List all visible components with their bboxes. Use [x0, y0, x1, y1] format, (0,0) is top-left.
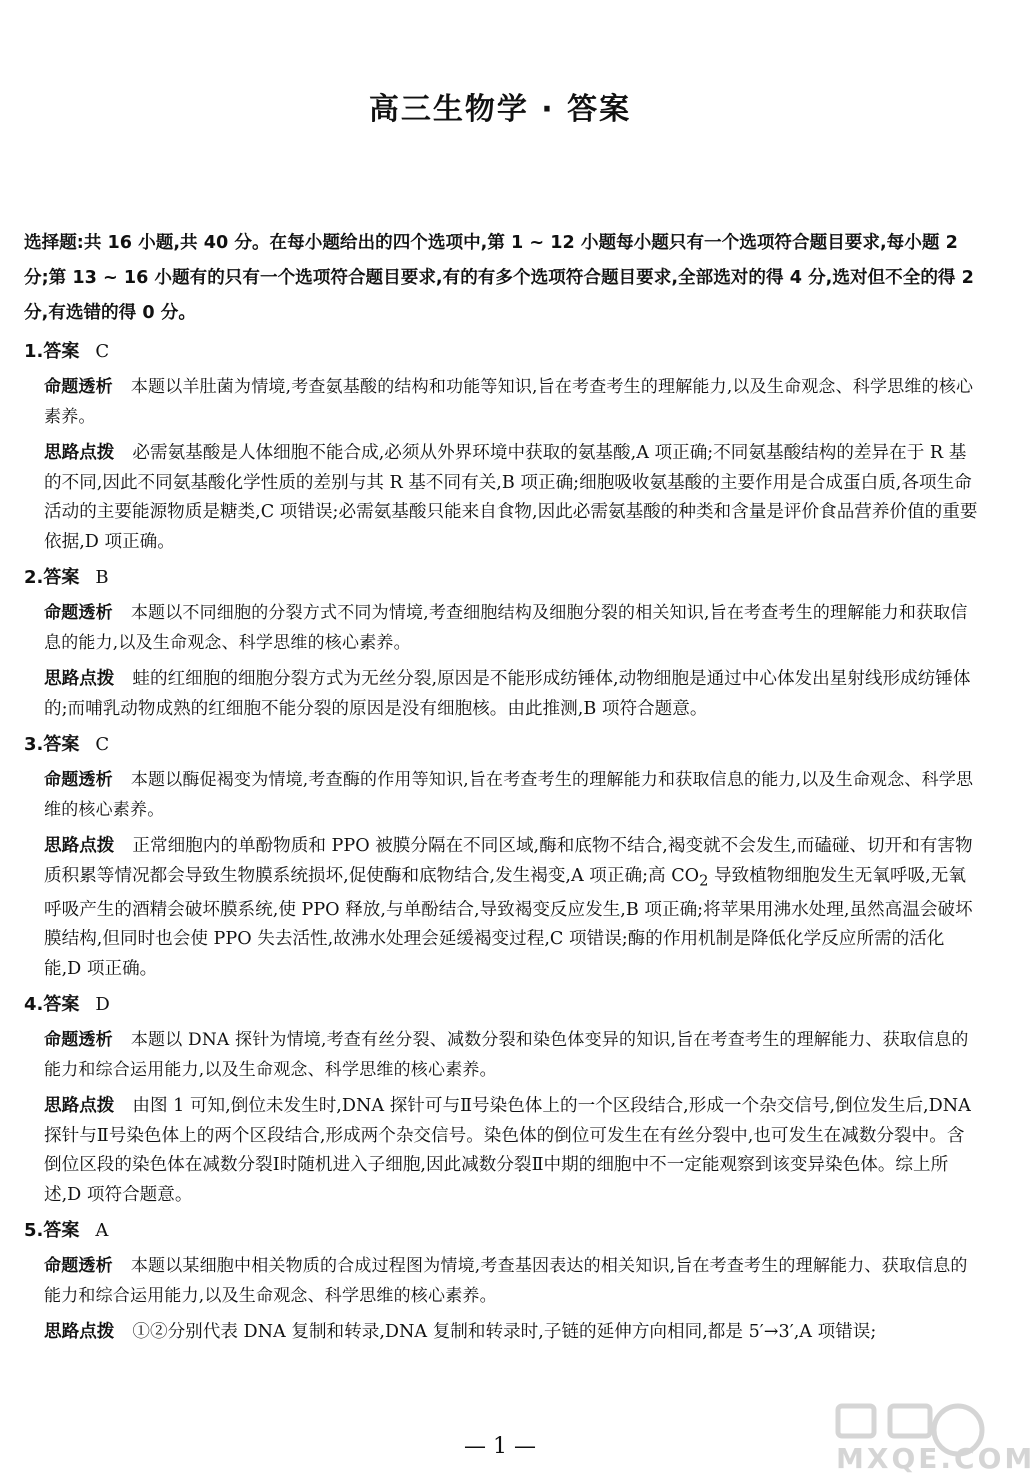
question-block: [24, 990, 978, 1210]
idea-paragraph: [24, 439, 978, 557]
answers-content: [24, 331, 978, 1348]
page-number: — 1 —: [464, 1434, 536, 1459]
question-header: [24, 730, 978, 759]
question-number: 1.: [24, 341, 44, 362]
idea-text: ①②分别代表 DNA 复制和转录,DNA 复制和转录时,子链的延伸方向相同,都是 5′→3′,A 项错误;: [132, 1322, 877, 1343]
question-header: [24, 1216, 978, 1245]
idea-text: 由图 1 可知,倒位未发生时,DNA 探针可与Ⅱ号染色体上的一个区段结合,形成一个杂交信号,倒位发生后,DNA 探针与Ⅱ号染色体上的两个区段结合,形成两个杂交信号。染色体的倒位可发生在有丝分裂中,也可发生在减数分裂中。含倒位区段的染色体在减数分裂Ⅰ时随机进入子细胞,因此减数分裂Ⅱ中期的细胞中不一定能观察到该变异染色体。综上所述,D 项符合题意。: [44, 1096, 971, 1205]
answer-value: D: [95, 994, 110, 1016]
intent-paragraph: [24, 1026, 978, 1085]
answer-value: C: [95, 341, 110, 362]
question-number: 5.: [24, 1220, 44, 1242]
co2-subscript: 2: [699, 872, 709, 890]
idea-label: 思路点拨: [44, 443, 115, 463]
intent-paragraph: [24, 1252, 978, 1311]
intent-text: 本题以 DNA 探针为情境,考查有丝分裂、减数分裂和染色体变异的知识,旨在考查考生的理解能力、获取信息的能力和综合运用能力,以及生命观念、科学思维的核心素养。: [44, 1030, 969, 1080]
intent-label: 命题透析: [44, 603, 113, 623]
intent-paragraph: [24, 373, 978, 432]
intent-label: 命题透析: [44, 377, 113, 397]
question-header: [24, 990, 978, 1019]
question-header: [24, 337, 978, 366]
question-number: 3.: [24, 734, 44, 755]
answer-label: 答案: [43, 734, 80, 755]
idea-paragraph: [24, 1318, 978, 1348]
idea-text-part-b: 导致植物细胞发生无氧呼吸,无氧呼吸产生的酒精会破坏膜系统,使 PPO 释放,与单酚结合,导致褐变反应发生,B 项正确;将苹果用沸水处理,虽然高温会破坏膜结构,但同时也会使 PPO 失去活性,故沸水处理会延缓褐变过程,C 项错误;酶的作用机制是降低化学反应所需的活化能,D 项正确。: [44, 865, 973, 979]
question-block: [24, 730, 978, 984]
question-number: 2.: [24, 567, 44, 588]
intent-text: 本题以某细胞中相关物质的合成过程图为情境,考查基因表达的相关知识,旨在考查考生的理解能力、获取信息的能力和综合运用能力,以及生命观念、科学思维的核心素养。: [44, 1256, 968, 1306]
question-header: [24, 563, 978, 592]
intent-label: 命题透析: [44, 1030, 113, 1051]
intent-label: 命题透析: [44, 770, 113, 790]
answer-label: 答案: [43, 994, 80, 1016]
idea-label: 思路点拨: [44, 669, 115, 689]
answer-label: 答案: [43, 341, 80, 362]
question-block: [24, 337, 978, 557]
idea-text-part-a: 正常细胞内的单酚物质和 PPO 被膜分隔在不同区域,酶和底物不结合,褐变就不会发生,而磕碰、切开和有害物质积累等情况都会导致生物膜系统损坏,促使酶和底物结合,发生褐变,A 项正确;高 CO: [44, 836, 973, 886]
idea-paragraph: [24, 665, 978, 724]
question-block: [24, 563, 978, 724]
intent-text: 本题以不同细胞的分裂方式不同为情境,考查细胞结构及细胞分裂的相关知识,旨在考查考生的理解能力和获取信息的能力,以及生命观念、科学思维的核心素养。: [44, 603, 968, 653]
page-title: 高三生物学 · 答案: [368, 92, 632, 127]
answer-value: A: [95, 1220, 109, 1242]
question-block: [24, 1216, 978, 1348]
idea-text: 蛙的红细胞的细胞分裂方式为无丝分裂,原因是不能形成纺锤体,动物细胞是通过中心体发出星射线形成纺锤体的;而哺乳动物成熟的红细胞不能分裂的原因是没有细胞核。由此推测,B 项符合题意。: [44, 669, 971, 719]
idea-label: 思路点拨: [44, 1096, 115, 1117]
answer-label: 答案: [43, 1220, 80, 1242]
intent-paragraph: [24, 766, 978, 825]
intent-paragraph: [24, 599, 978, 658]
answer-label: 答案: [43, 567, 80, 588]
question-number: 4.: [24, 994, 44, 1016]
watermark-text: MXQE.COM: [836, 1442, 1035, 1475]
intent-label: 命题透析: [44, 1256, 113, 1277]
intent-text: 本题以酶促褐变为情境,考查酶的作用等知识,旨在考查考生的理解能力和获取信息的能力,以及生命观念、科学思维的核心素养。: [44, 770, 974, 820]
idea-paragraph: [24, 1092, 978, 1210]
intent-text: 本题以羊肚菌为情境,考查氨基酸的结构和功能等知识,旨在考查考生的理解能力,以及生命观念、科学思维的核心素养。: [44, 377, 974, 427]
idea-paragraph: [24, 832, 978, 984]
idea-text: 必需氨基酸是人体细胞不能合成,必须从外界环境中获取的氨基酸,A 项正确;不同氨基酸结构的差异在于 R 基的不同,因此不同氨基酸化学性质的差别与其 R 基不同有关,B 项正确;细胞吸收氨基酸的主要作用是合成蛋白质,各项生命活动的主要能源物质是糖类,C 项错误;必需氨基酸只能来自食物,因此必需氨基酸的种类和含量是评价食品营养价值的重要依据,D 项正确。: [44, 443, 978, 552]
section-intro: 选择题:共 16 小题,共 40 分。在每小题给出的四个选项中,第 1 ~ 12 小题每小题只有一个选项符合题目要求,每小题 2 分;第 13 ~ 16 小题有的只有一个选项符合题目要求,有的有多个选项符合题目要求,全部选对的得 4 分,选对但不全的得 2 分,有选错的得 0 分。: [24, 233, 974, 323]
idea-label: 思路点拨: [44, 1322, 115, 1343]
answer-value: B: [95, 567, 109, 588]
idea-label: 思路点拨: [44, 836, 115, 856]
answer-value: C: [95, 734, 110, 755]
